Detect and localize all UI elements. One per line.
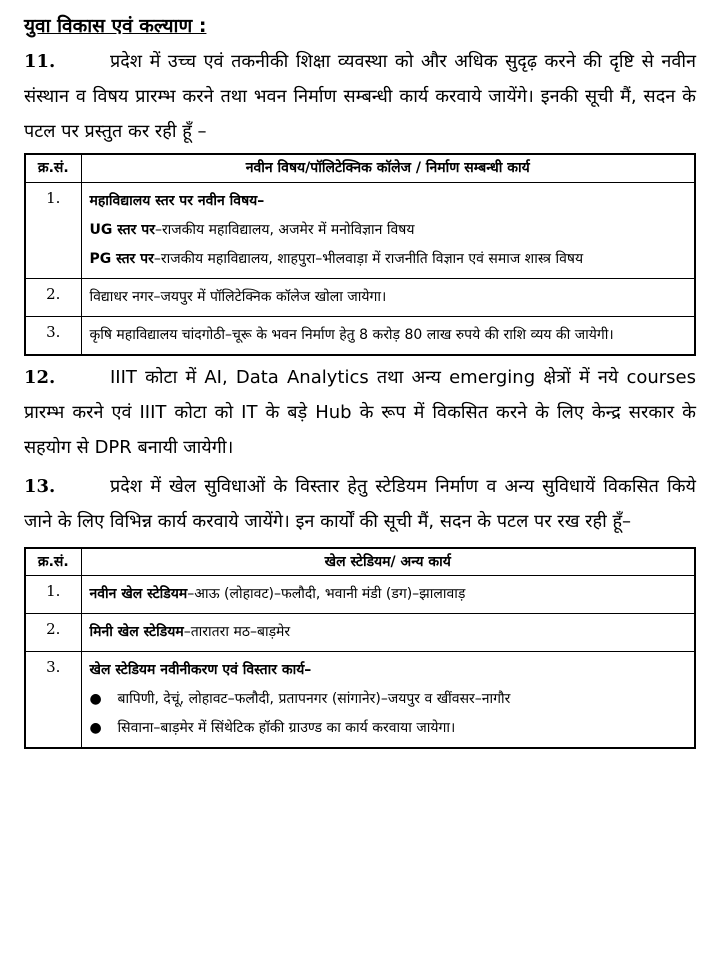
row-text: विद्याधर नगर–जयपुर में पॉलिटेक्निक कॉलेज खोला जायेगा। (81, 278, 695, 316)
list-item-text: बापिणी, देचूं, लोहावट–फलौदी, प्रतापनगर (सांगानेर)–जयपुर व खींवसर–नागौर (117, 691, 511, 707)
row-text: कृषि महाविद्यालय चांदगोठी–चूरू के भवन निर्माण हेतु 8 करोड़ 80 लाख रुपये की राशि व्यय की जायेगी। (81, 316, 695, 355)
paragraph-11-number: 11. (24, 51, 56, 72)
paragraph-11-text: प्रदेश में उच्च एवं तकनीकी शिक्षा व्यवस्था को और अधिक सुदृढ़ करने की दृष्टि से नवीन संस्थान व विषय प्रारम्भ करने तथा भवन निर्माण सम्बन्धी कार्य करवाये जायेंगे। इनकी सूची मैं, सदन के पटल पर प्रस्तुत कर रही हूँ – (24, 51, 696, 142)
pg-text: –राजकीय महाविद्यालय, शाहपुरा–भीलवाड़ा में राजनीति विज्ञान एवं समाज शास्त्र विषय (153, 250, 584, 267)
table-row (25, 614, 695, 652)
bullet-icon: ● (89, 720, 102, 736)
ug-line (90, 216, 687, 245)
row-content (81, 182, 695, 278)
row-serial: 3. (25, 316, 81, 355)
ug-text: –राजकीय महाविद्यालय, अजमेर में मनोविज्ञान विषय (154, 221, 415, 238)
row-serial: 1. (25, 576, 81, 614)
table-header-title: नवीन विषय/पॉलिटेक्निक कॉलेज / निर्माण सम्बन्धी कार्य (81, 154, 695, 182)
row-title: महाविद्यालय स्तर पर नवीन विषय– (89, 192, 265, 209)
table-row (25, 278, 695, 316)
table-header-title: खेल स्टेडियम/ अन्य कार्य (81, 548, 695, 576)
table-header-row (25, 154, 695, 182)
row-serial: 3. (25, 652, 81, 749)
paragraph-13-text: प्रदेश में खेल सुविधाओं के विस्तार हेतु स्टेडियम निर्माण व अन्य सुविधायें विकसित किये जाने के लिए विभिन्न कार्य करवाये जायेंगे। इन कार्यों की सूची मैं, सदन के पटल पर रख रही हूँ– (24, 475, 696, 532)
row-text: –तारातरा मठ–बाड़मेर (183, 624, 291, 640)
row-content (81, 576, 695, 614)
row-label: नवीन खेल स्टेडियम (89, 586, 188, 602)
list-item (90, 685, 687, 714)
paragraph-13-number: 13. (24, 475, 56, 497)
row-content (81, 614, 695, 652)
row-serial: 2. (25, 614, 81, 652)
table-row (25, 316, 695, 355)
table-row (25, 652, 695, 749)
row-label: खेल स्टेडियम नवीनीकरण एवं विस्तार कार्य– (89, 662, 312, 678)
table-sports-works (24, 547, 696, 750)
table-header-row (25, 548, 695, 576)
section-heading: युवा विकास एवं कल्याण : (24, 15, 207, 37)
row-label: मिनी खेल स्टेडियम (89, 624, 184, 640)
paragraph-11 (24, 44, 696, 149)
paragraph-13 (24, 469, 696, 539)
list-item (90, 714, 687, 743)
row-serial: 1. (25, 182, 81, 278)
pg-line (90, 245, 687, 274)
table-header-serial: क्र.सं. (25, 154, 81, 182)
table-row (25, 576, 695, 614)
row-content (81, 652, 695, 749)
paragraph-12 (24, 360, 696, 465)
ug-label: UG स्तर पर (89, 221, 155, 238)
table-row (25, 182, 695, 278)
paragraph-12-number: 12. (24, 366, 56, 388)
paragraph-12-text: IIIT कोटा में AI, Data Analytics तथा अन्य emerging क्षेत्रों में नये courses प्रारम्भ करने एवं IIIT कोटा को IT के बड़े Hub के रूप में विकसित करने के लिए केन्द्र सरकार के सहयोग से DPR बनायी जायेगी। (24, 366, 696, 458)
bullet-icon: ● (89, 691, 102, 707)
table-header-serial: क्र.सं. (25, 548, 81, 576)
row-text: –आऊ (लोहावट)–फलौदी, भवानी मंडी (डग)–झालावाड़ (187, 586, 466, 602)
pg-label: PG स्तर पर (89, 250, 154, 267)
list-item-text: सिवाना–बाड़मेर में सिंथेटिक हॉकी ग्राउण्ड का कार्य करवाया जायेगा। (117, 720, 456, 736)
table-education-works (24, 153, 696, 356)
row-serial: 2. (25, 278, 81, 316)
